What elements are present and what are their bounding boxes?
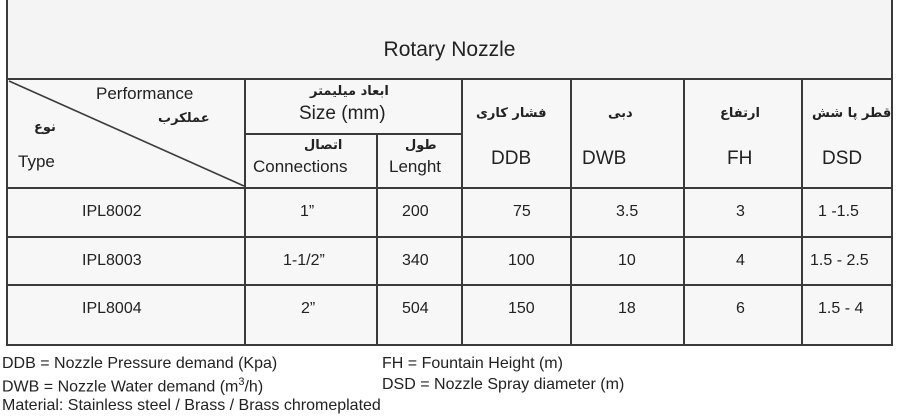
header-bottom-rule: [8, 187, 891, 189]
type-cell: IPL8003: [82, 252, 142, 269]
ddb-label: DDB: [491, 148, 532, 169]
ddb-cell: 150: [508, 300, 535, 317]
dsd-label: DSD: [822, 148, 863, 169]
fh-label-fa: ارتفاع: [720, 106, 760, 121]
legend-dwb-unit: /h): [244, 378, 264, 396]
ddb-cell: 100: [508, 252, 535, 269]
type-label: Type: [18, 152, 55, 171]
legend-dsd: DSD = Nozzle Spray diameter (m): [382, 376, 625, 393]
title-row: [8, 0, 891, 80]
connections-label: Connections: [253, 157, 348, 176]
legend-dwb-text: DWB = Nozzle Water demand (m: [2, 378, 239, 396]
dsd-cell: 1 -1.5: [818, 203, 859, 220]
size-label-fa: ابعاد میلیمتر: [310, 84, 389, 99]
column-divider: [683, 80, 685, 344]
column-divider: [570, 80, 572, 344]
column-divider: [244, 80, 246, 344]
column-divider: [801, 80, 803, 344]
dsd-cell: 1.5 - 2.5: [810, 252, 869, 269]
fh-label: FH: [727, 148, 753, 169]
dwb-label-fa: دبی: [608, 106, 633, 121]
length-label-fa: طول: [405, 138, 437, 153]
row-divider: [8, 236, 891, 238]
legend-dwb-superscript: 3: [238, 376, 245, 388]
length-cell: 200: [402, 203, 429, 220]
dwb-label: DWB: [582, 148, 627, 169]
spec-table: [6, 0, 893, 346]
performance-label: Performance: [96, 84, 194, 103]
length-cell: 340: [402, 252, 429, 269]
type-cell: IPL8004: [82, 300, 142, 317]
dsd-cell: 1.5 - 4: [818, 300, 864, 317]
size-subheader-divider: [244, 133, 461, 135]
legend-dwb: [2, 376, 263, 396]
dwb-cell: 10: [618, 252, 636, 269]
length-label: Lenght: [389, 157, 441, 176]
connection-cell: 1-1/2”: [283, 252, 325, 269]
fh-cell: 3: [736, 203, 745, 220]
legend-material: Material: Stainless steel / Brass / Brass chromeplated: [2, 397, 381, 414]
performance-label-fa: عملکرب: [158, 111, 210, 126]
fh-cell: 6: [736, 300, 745, 317]
dsd-label-fa: قطر پا شش: [812, 106, 892, 121]
dwb-cell: 18: [618, 300, 636, 317]
column-divider: [376, 133, 378, 344]
table-title: Rotary Nozzle: [383, 38, 516, 61]
row-divider: [8, 284, 891, 286]
connection-cell: 1”: [300, 203, 315, 220]
fh-cell: 4: [736, 252, 745, 269]
length-cell: 504: [402, 300, 429, 317]
type-cell: IPL8002: [82, 203, 142, 220]
ddb-cell: 75: [513, 203, 531, 220]
type-label-fa: نوع: [34, 120, 56, 135]
connection-cell: 2”: [301, 300, 316, 317]
dwb-cell: 3.5: [616, 203, 639, 220]
ddb-label-fa: فشار کاری: [476, 106, 547, 121]
legend-fh: FH = Fountain Height (m): [382, 355, 563, 372]
column-divider: [461, 80, 463, 344]
size-label: Size (mm): [299, 103, 386, 124]
connections-label-fa: اتصال: [304, 138, 343, 153]
legend-ddb: DDB = Nozzle Pressure demand (Kpa): [2, 355, 278, 372]
